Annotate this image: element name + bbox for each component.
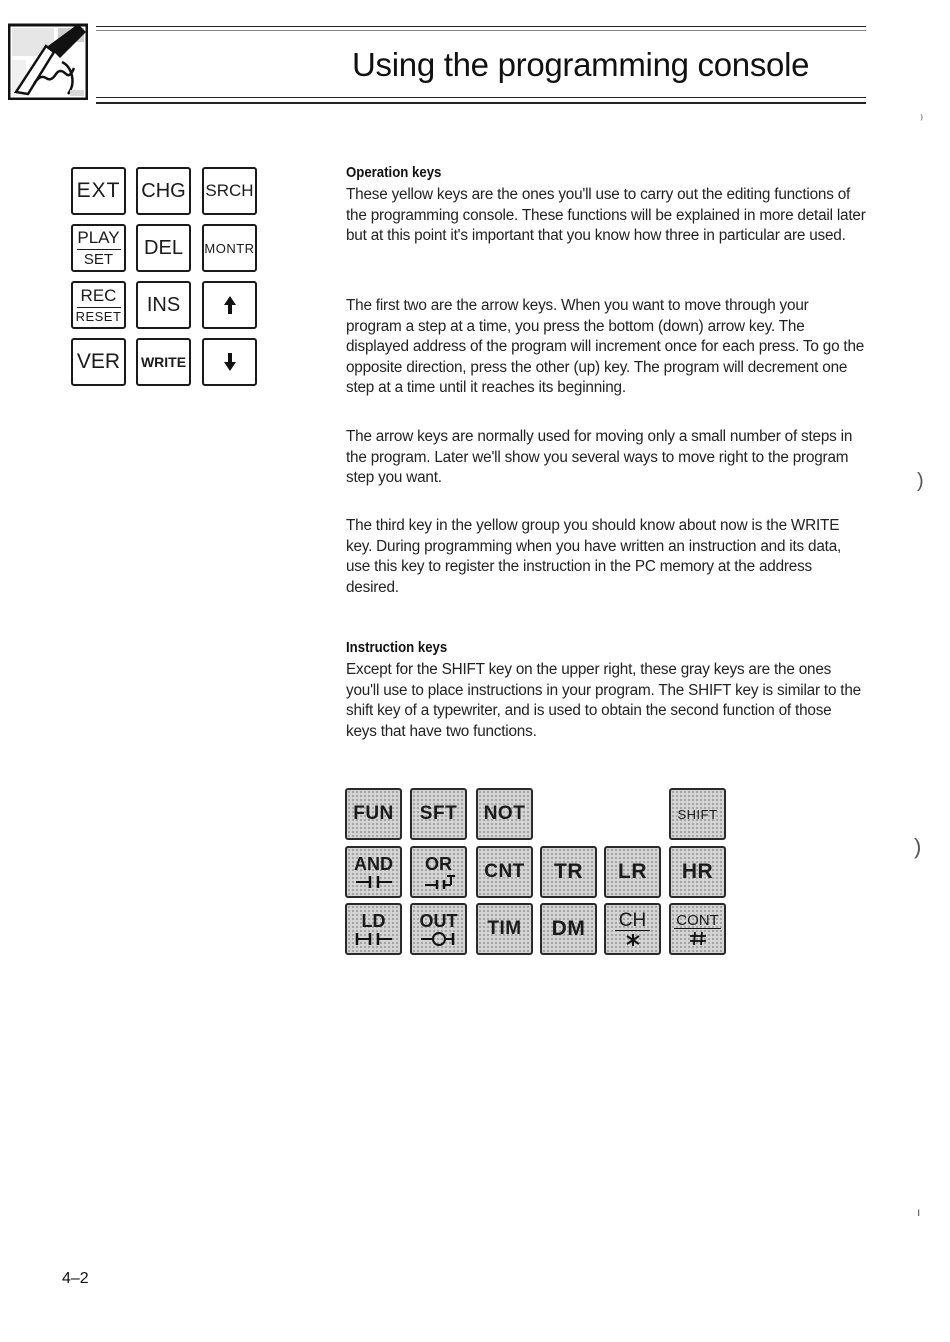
rec-reset-key[interactable] [71,281,126,329]
ld-key-label: LD [361,910,386,931]
ins-key-label: INS [146,293,181,316]
montr-key-label: MONTR [204,240,255,256]
not-key-label: NOT [483,803,526,824]
ld-key[interactable] [345,903,402,955]
margin-mark: ı [917,1205,921,1219]
srch-key[interactable] [202,167,257,215]
and-key-label: AND [354,853,393,874]
operation-keys-heading: Operation keys [346,164,442,181]
fun-key[interactable] [345,788,402,840]
shift-key-label: SHIFT [677,806,718,822]
hr-key[interactable] [669,846,726,898]
margin-mark: ) [914,834,922,859]
or-key[interactable] [410,846,467,898]
sft-key-label: SFT [419,803,458,824]
ver-key[interactable] [71,338,126,386]
chg-key[interactable] [136,167,191,215]
play-label: PLAY [77,228,120,247]
output-coil-symbol-icon [419,931,459,947]
lr-key-label: LR [618,860,647,883]
srch-key-label: SRCH [205,181,254,200]
chapter-logo [8,22,88,100]
rec-label: REC [80,286,117,305]
ext-key[interactable] [71,167,126,215]
ins-key[interactable] [136,281,191,329]
fun-key-label: FUN [353,803,394,824]
hr-key-label: HR [681,860,714,883]
down-arrow-key[interactable] [202,338,257,386]
tr-key[interactable] [540,846,597,898]
hash-symbol-icon [678,930,718,946]
lr-key[interactable] [604,846,661,898]
cnt-key[interactable] [476,846,533,898]
load-contact-symbol-icon [354,931,394,947]
contact-symbol-icon [354,874,394,890]
del-key[interactable] [136,224,191,272]
not-key[interactable] [476,788,533,840]
play-set-key[interactable] [71,224,126,272]
header-rule-top-thin [96,30,866,31]
asterisk-symbol-icon [613,932,653,948]
arrow-down-icon [223,352,237,372]
out-key-label: OUT [419,910,458,931]
ch-key[interactable] [604,903,661,955]
del-key-label: DEL [144,236,183,259]
write-key[interactable] [136,338,191,386]
up-arrow-key[interactable] [202,281,257,329]
margin-mark: ⁾ [920,112,924,127]
chg-key-label: CHG [141,179,186,202]
and-key[interactable] [345,846,402,898]
operation-paragraph-1: These yellow keys are the ones you'll use to carry out the editing functions of the programming console. These functions will be explained in more detail later but at this point it's important that you know how three in particular are used. [346,186,866,245]
header-rule-bottom [96,97,866,98]
reset-label: RESET [75,309,122,324]
or-key-label: OR [425,853,452,874]
or-branch-symbol-icon [419,874,459,890]
montr-key[interactable] [202,224,257,272]
instruction-paragraph-1: Except for the SHIFT key on the upper right, these gray keys are the ones you'll use to place instructions in your program. The SHIFT key is similar to the shift key of a typewriter, and is used to obtain the second function of those keys that have two functions. [346,661,861,740]
tr-key-label: TR [554,860,583,883]
out-key[interactable] [410,903,467,955]
operation-paragraph-3: The arrow keys are normally used for moving only a small number of steps in the program. Later we'll show you several ways to move right to the program step you want. [346,428,853,487]
header-rule-bottom-thick [96,102,866,104]
sft-key[interactable] [410,788,467,840]
page-title: Using the programming console [352,46,810,83]
ext-key-label: EXT [76,179,121,202]
margin-mark: ) [917,470,924,492]
header-rule-top [96,26,866,27]
cont-key-label: CONT [676,911,719,929]
dm-key-label: DM [551,917,586,940]
dm-key[interactable] [540,903,597,955]
set-label: SET [83,251,114,268]
ch-key-label: CH [615,911,650,931]
write-key-label: WRITE [140,354,187,370]
cont-key[interactable] [669,903,726,955]
arrow-up-icon [223,295,237,315]
instruction-keys-heading: Instruction keys [346,639,448,656]
tim-key-label: TIM [487,918,522,939]
shift-key[interactable] [669,788,726,840]
tim-key[interactable] [476,903,533,955]
page-number: 4–2 [62,1270,89,1287]
ver-key-label: VER [76,350,121,373]
cnt-key-label: CNT [484,861,525,882]
operation-paragraph-4: The third key in the yellow group you should know about now is the WRITE key. During programming when you have written an instruction and its data, use this key to register the instruction in the PC memory at the address desired. [346,517,842,596]
hand-writing-icon [8,22,88,100]
operation-paragraph-2: The first two are the arrow keys. When you want to move through your program a step at a time, you press the bottom (down) arrow key. The displayed address of the program will increment once for each press. To go the opposite direction, press the other (up) key. The program will decrement one step at a time until it reaches its beginning. [346,297,865,397]
